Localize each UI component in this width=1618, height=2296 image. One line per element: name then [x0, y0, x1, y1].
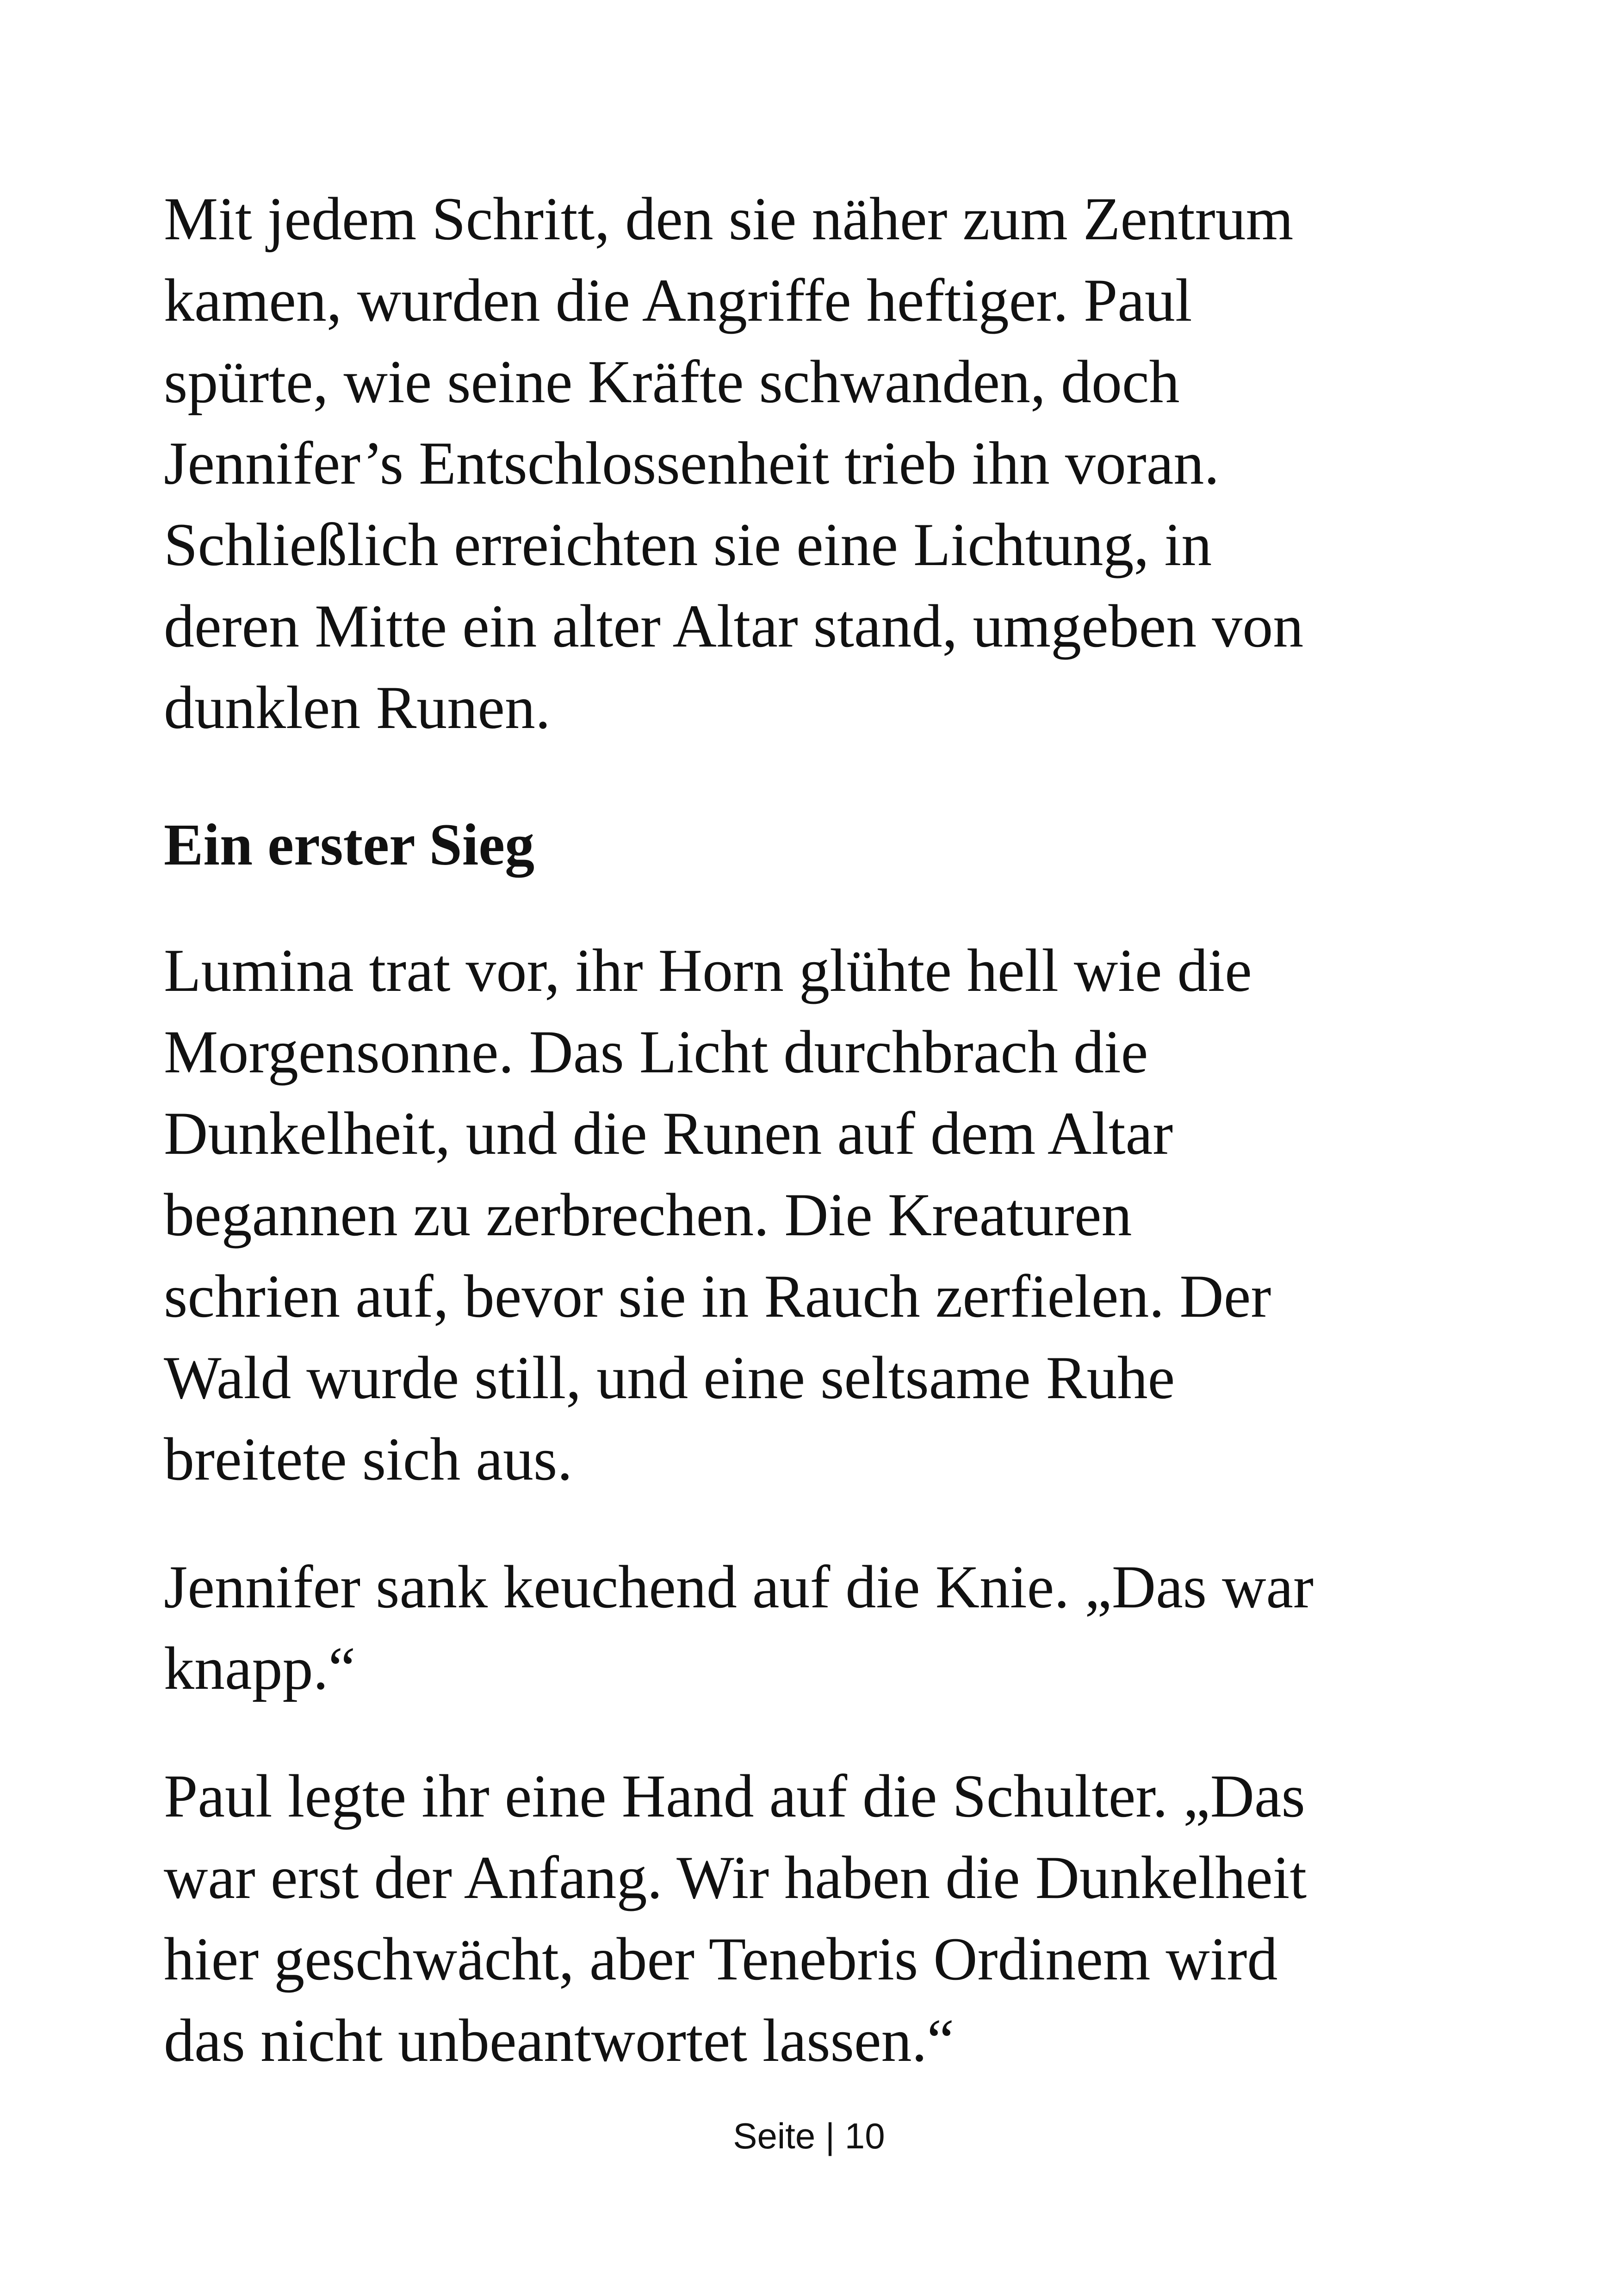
- paragraph-4: Paul legte ihr eine Hand auf die Schulter. „Das war erst der Anfang. Wir haben die Dunkelheit hier geschwächt, aber Tenebris Ordinem wird das nicht unbeantwortet lassen.“: [164, 1762, 1307, 2074]
- page-body: [164, 178, 1459, 2128]
- page-number: Seite | 10: [733, 2116, 885, 2156]
- section-heading: Ein erster Sieg: [164, 812, 535, 877]
- paragraph-3: Jennifer sank keuchend auf die Knie. „Das war knapp.“: [164, 1553, 1314, 1702]
- paragraph-1: Mit jedem Schritt, den sie näher zum Zentrum kamen, wurden die Angriffe heftiger. Paul spürte, wie seine Kräfte schwanden, doch Jennifer’s Entschlossenheit trieb ihn voran. Schließlich erreichten sie eine Lichtung, in deren Mitte ein alter Altar stand, umgeben von dunklen Runen.: [164, 185, 1304, 741]
- paragraph-2: Lumina trat vor, ihr Horn glühte hell wie die Morgensonne. Das Licht durchbrach die Dunkelheit, und die Runen auf dem Altar begannen zu zerbrechen. Die Kreaturen schrien auf, bevor sie in Rauch zerfielen. Der Wald wurde still, und eine seltsame Ruhe breitete sich aus.: [164, 936, 1271, 1493]
